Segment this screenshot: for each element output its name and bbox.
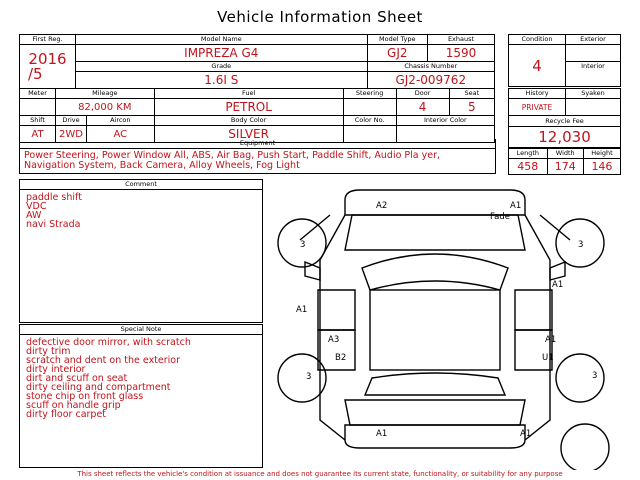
mark-rocker-left: B2 [335, 353, 347, 363]
condition-label: Condition [509, 35, 566, 45]
mark-wheel-fl: 3 [300, 240, 306, 250]
note-line: scratch and dent on the exterior [26, 355, 181, 366]
special-note-box [19, 324, 263, 468]
meter-label: Meter [20, 89, 56, 99]
car-outline [278, 190, 609, 470]
special-note-label: Special Note [20, 325, 262, 335]
aircon-value: AC [87, 126, 155, 143]
comment-line: VDC [26, 201, 47, 212]
disclaimer-footer: This sheet reflects the vehicle's condition at issuance and does not guarantee its current state, functionality, or suitability for any purpose [77, 470, 563, 478]
mark-front-right: A1 [510, 201, 522, 211]
first-reg-month: /5 [28, 64, 43, 83]
shift-value: AT [20, 126, 56, 143]
mark-rear-left: A1 [376, 429, 388, 439]
mark-door-left: A3 [328, 335, 340, 345]
width-label: Width [547, 149, 583, 159]
vehicle-detail-table [19, 88, 495, 143]
seat-label: Seat [449, 89, 494, 99]
recycle-label: Recycle Fee [509, 116, 621, 126]
note-line: defective door mirror, with scratch [26, 337, 191, 348]
exterior-label: Exterior [566, 35, 621, 45]
height-value: 146 [583, 159, 620, 175]
drive-value: 2WD [56, 126, 87, 143]
drive-label: Drive [56, 116, 87, 126]
model-type-label: Model Type [367, 35, 427, 45]
syaken-value [566, 99, 621, 116]
model-type-value: GJ2 [367, 45, 427, 62]
mileage-value: 82,000 KM [56, 99, 155, 116]
roof-shape [370, 290, 500, 370]
length-value: 458 [509, 159, 548, 175]
mark-front-left: A2 [376, 201, 388, 211]
history-label: History [509, 89, 566, 99]
first-reg-label: First Reg. [20, 35, 76, 45]
grade-value: 1.6I S [76, 72, 368, 89]
chassis-label: Chassis Number [367, 62, 494, 72]
mark-wheel-rl: 3 [306, 372, 312, 382]
condition-value: 4 [509, 45, 566, 87]
condition-table [508, 34, 621, 87]
note-line: dirty trim [26, 346, 71, 357]
special-note-list [20, 335, 262, 419]
dimensions-table [508, 148, 621, 175]
color-no-label: Color No. [343, 116, 396, 126]
left-front-door [318, 290, 355, 330]
spare-wheel [561, 424, 609, 470]
door-value: 4 [396, 99, 449, 116]
note-line: dirty floor carpet [26, 409, 107, 420]
rear-bumper-shape [345, 425, 525, 448]
door-label: Door [396, 89, 449, 99]
windshield-shape [362, 254, 508, 290]
fuel-value: PETROL [154, 99, 343, 116]
equipment-text: Power Steering, Power Window All, ABS, Air Bag, Push Start, Paddle Shift, Audio Pla yer, Navigation System, Back Camera, Alloy Wheels, Fog Light [24, 150, 441, 171]
right-mirror [550, 262, 565, 280]
fuel-label: Fuel [154, 89, 343, 99]
body-color-label: Body Color [154, 116, 343, 126]
comment-line: paddle shift [26, 192, 82, 203]
comment-box [19, 179, 263, 323]
note-line: dirty interior [26, 364, 86, 375]
right-body-line [525, 215, 550, 440]
first-reg-year: 2016 [28, 49, 67, 68]
note-line: dirt and scuff on seat [26, 373, 128, 384]
width-value: 174 [547, 159, 583, 175]
rear-glass-shape [365, 373, 505, 395]
steering-value [343, 99, 396, 116]
comment-label: Comment [20, 180, 262, 190]
body-color-value: SILVER [154, 126, 343, 143]
note-line: stone chip on front glass [26, 391, 144, 402]
vehicle-id-table [19, 34, 495, 89]
seat-value: 5 [449, 99, 494, 116]
left-body-line [320, 215, 345, 440]
mark-fade: Fade [490, 212, 510, 222]
comment-line: navi Strada [26, 219, 81, 230]
syaken-label: Syaken [566, 89, 621, 99]
chassis-value: GJ2-009762 [367, 72, 494, 89]
mark-side-left: A1 [296, 305, 308, 315]
mark-fender-right: A1 [552, 280, 564, 290]
equipment-box [19, 139, 496, 174]
mark-rear-right: A1 [520, 429, 532, 439]
mark-rocker-right: U1 [542, 353, 554, 363]
recycle-value: 12,030 [509, 126, 621, 147]
interior-label: Interior [566, 62, 621, 87]
first-reg-value [20, 45, 76, 89]
mileage-label: Mileage [56, 89, 155, 99]
car-damage-diagram [262, 176, 640, 470]
right-front-door [515, 290, 552, 330]
length-label: Length [509, 149, 548, 159]
mark-wheel-rr: 3 [592, 371, 598, 381]
comment-list [20, 190, 262, 229]
history-value: PRIVATE [509, 99, 566, 116]
aircon-label: Aircon [87, 116, 155, 126]
grade-label: Grade [76, 62, 368, 72]
fender-lines [300, 215, 570, 240]
model-name-label: Model Name [76, 35, 368, 45]
comment-line: AW [26, 210, 42, 221]
note-line: scuff on handle grip [26, 400, 121, 411]
height-label: Height [583, 149, 620, 159]
mark-wheel-fr: 3 [578, 240, 584, 250]
rear-left-wheel [278, 354, 326, 402]
shift-label: Shift [20, 116, 56, 126]
steering-label: Steering [343, 89, 396, 99]
exhaust-value: 1590 [428, 45, 495, 62]
exterior-value [566, 45, 621, 62]
meter-value [20, 99, 56, 116]
page-title: Vehicle Information Sheet [217, 8, 423, 26]
equipment-label: Equipment [20, 139, 495, 149]
mark-door-right: A1 [545, 335, 557, 345]
trunk-shape [345, 400, 525, 425]
exhaust-label: Exhaust [428, 35, 495, 45]
model-name-value: IMPREZA G4 [76, 45, 368, 62]
interior-color-label: Interior Color [396, 116, 494, 126]
note-line: dirty ceiling and compartment [26, 382, 171, 393]
history-table [508, 88, 621, 148]
